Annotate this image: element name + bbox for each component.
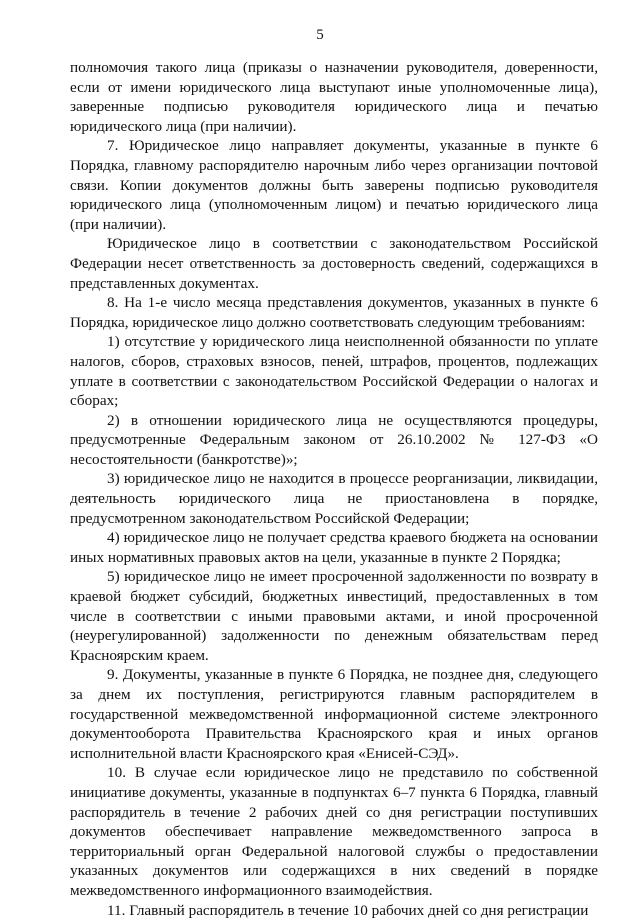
document-body (70, 58, 598, 920)
paragraph-clause-11: 11. Главный распорядитель в течение 10 рабочих дней со дня регистрации (107, 901, 589, 919)
paragraph-requirement-4: 4) юридическое лицо не получает средства краевого бюджета на основании иных нормативных правовых актов на цели, указанные в пункте 2 Порядка; (70, 529, 598, 566)
paragraph-responsibility: Юридическое лицо в соответствии с законодательством Российской Федерации несет ответственность за достоверность сведений, содержащихся в представленных документах. (70, 235, 598, 292)
page-number: 5 (316, 27, 324, 43)
paragraph-requirement-1: 1) отсутствие у юридического лица неисполненной обязанности по уплате налогов, сборов, страховых взносов, пеней, штрафов, процентов, подлежащих уплате в соответствии с законодательством Российской Федерации о налогах и сборах; (70, 333, 598, 410)
paragraph-requirement-2: 2) в отношении юридического лица не осуществляются процедуры, предусмотренные Федеральным законом от 26.10.2002 № 127-ФЗ «О несостоятельности (банкротстве)»; (70, 411, 598, 468)
paragraph-requirement-5: 5) юридическое лицо не имеет просроченной задолженности по возврату в краевой бюджет субсидий, бюджетных инвестиций, предоставленных в том числе в соответствии с иными правовыми актами, и иной просроченной (неурегулированной) задолженности по денежным обязательствам перед Красноярским краем. (70, 568, 598, 664)
paragraph-clause-9: 9. Документы, указанные в пункте 6 Порядка, не позднее дня, следующего за днем их поступления, регистрируются главным распорядителем в государственной межведомственной информационной системе электронного документооборота Правительства Красноярского края и иных органов исполнительной власти Красноярского края «Енисей-СЭД». (70, 666, 598, 762)
paragraph-clause-8: 8. На 1-е число месяца представления документов, указанных в пункте 6 Порядка, юридическое лицо должно соответствовать следующим требованиям: (70, 294, 598, 331)
paragraph-clause-7: 7. Юридическое лицо направляет документы, указанные в пункте 6 Порядка, главному распорядителю нарочным либо через организации почтовой связи. Копии документов должны быть заверены подписью руководителя юридического лица (уполномоченным лицом) и печатью юридического лица (при наличии). (70, 137, 598, 233)
paragraph-clause-10: 10. В случае если юридическое лицо не представило по собственной инициативе документы, указанные в подпунктах 6–7 пункта 6 Порядка, главный распорядитель в течение 2 рабочих дней со дня регистрации поступивших документов обеспечивает направление межведомственного запроса в территориальный орган Федеральной налоговой службы о предоставлении указанных документов или содержащихся в них сведений в порядке межведомственного информационного взаимодействия. (70, 764, 598, 899)
paragraph-requirement-3: 3) юридическое лицо не находится в процессе реорганизации, ликвидации, деятельность юридического лица не приостановлена в порядке, предусмотренном законодательством Российской Федерации; (70, 470, 598, 527)
paragraph-continuation: полномочия такого лица (приказы о назначении руководителя, доверенности, если от имени юридического лица выступают иные уполномоченные лица), заверенные подписью руководителя юридического лица и печатью юридического лица (при наличии). (70, 59, 598, 135)
